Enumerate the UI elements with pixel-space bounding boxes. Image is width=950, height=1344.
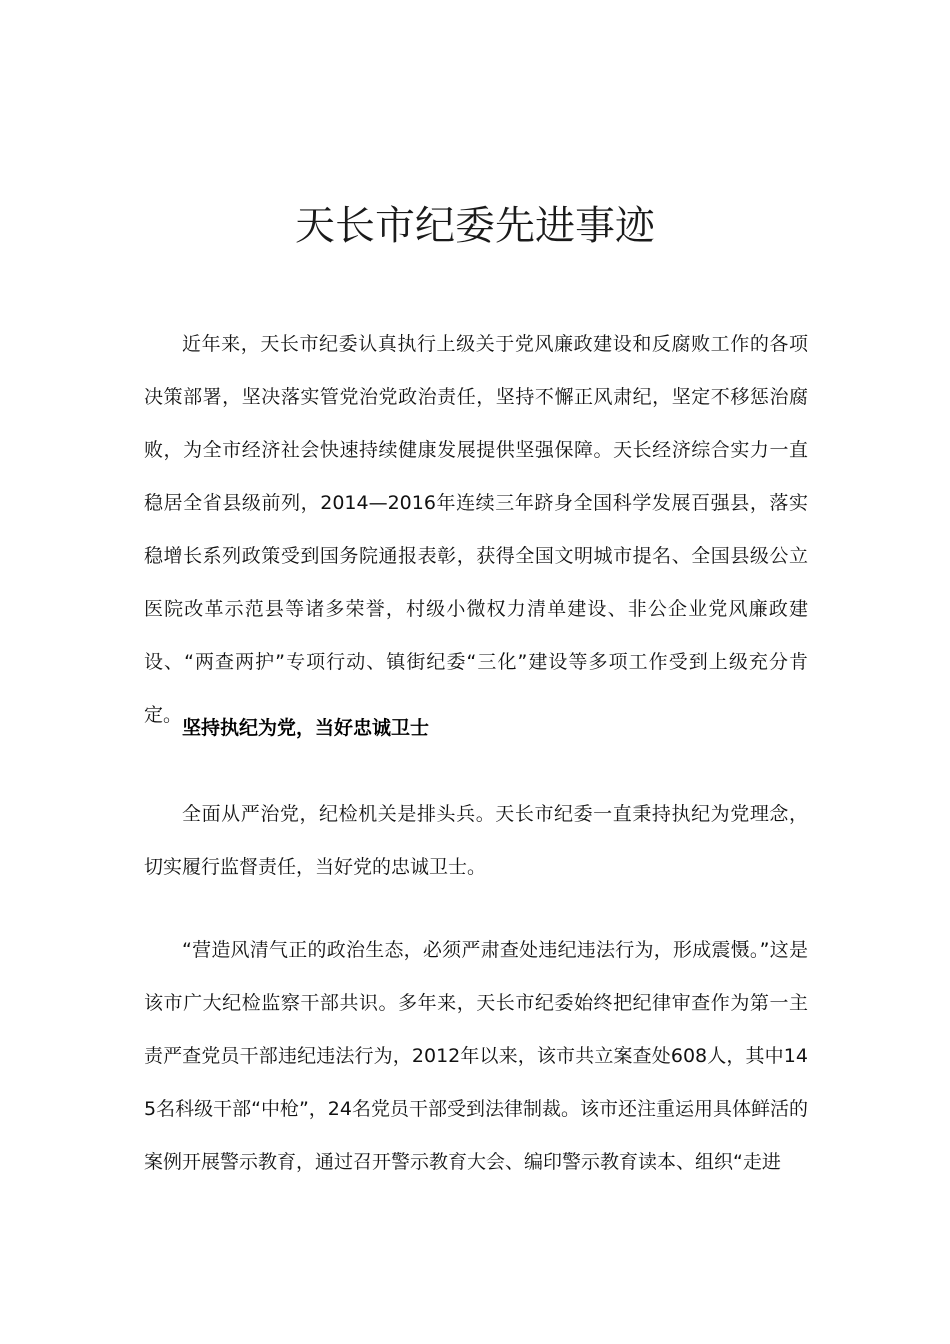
intro-paragraph: 近年来，天长市纪委认真执行上级关于党风廉政建设和反腐败工作的各项决策部署，坚决落实管党治党政治责任，坚持不懈正风肃纪，坚定不移惩治腐败，为全市经济社会快速持续健康发展提供坚强保障。天长经济综合实力一直稳居全省县级前列，2014—2016年连续三年跻身全国科学发展百强县，落实稳增长系列政策受到国务院通报表彰，获得全国文明城市提名、全国县级公立医院改革示范县等诸多荣誉，村级小微权力清单建设、非公企业党风廉政建设、“两查两护”专项行动、镇街纪委“三化”建设等多项工作受到上级充分肯定。: [144, 333, 808, 726]
section-heading: 坚持执纪为党，当好忠诚卫士: [182, 717, 430, 739]
section-paragraph-2: “营造风清气正的政治生态，必须严肃查处违纪违法行为，形成震慑。”这是该市广大纪检监察干部共识。多年来，天长市纪委始终把纪律审查作为第一主责严查党员干部违纪违法行为，2012年以来，该市共立案查处608人，其中145名科级干部“中枪”，24名党员干部受到法律制裁。该市还注重运用具体鲜活的案例开展警示教育，通过召开警示教育大会、编印警示教育读本、组织“走进: [144, 939, 808, 1173]
document-title: 天长市纪委先进事迹: [295, 203, 655, 249]
section-paragraph-1: 全面从严治党，纪检机关是排头兵。天长市纪委一直秉持执纪为党理念，切实履行监督责任，当好党的忠诚卫士。: [144, 803, 808, 878]
